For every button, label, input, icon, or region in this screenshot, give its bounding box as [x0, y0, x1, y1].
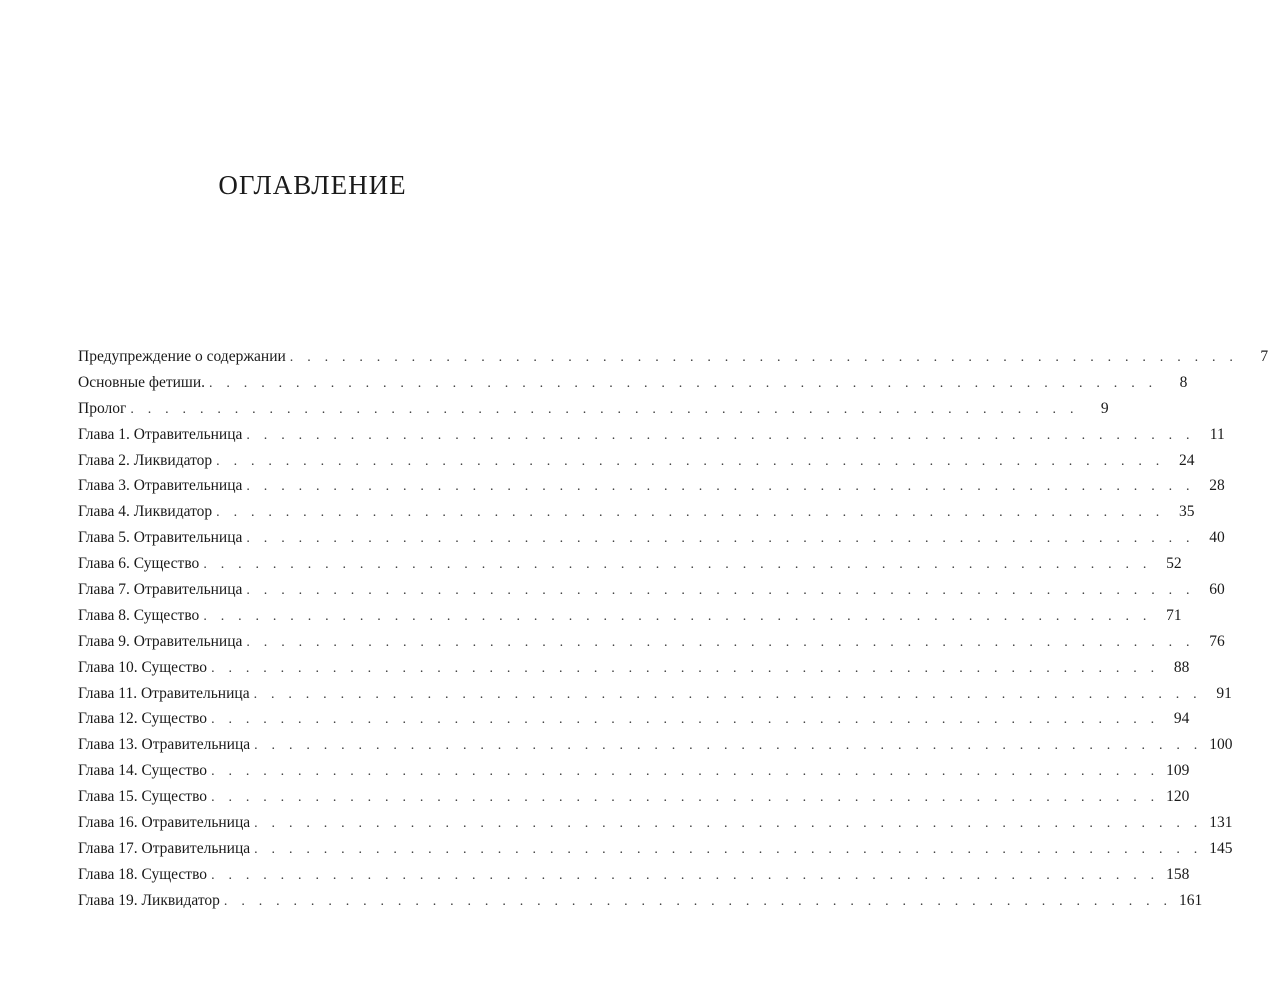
- toc-entry[interactable]: [78, 451, 1195, 478]
- dot-leader: . . . . . . . . . . . . . . . . . . . . . . . . . . . . . . . . . . . . . . . . . . . . . . . . . . . . . . .: [203, 557, 1152, 573]
- dot-leader: . . . . . . . . . . . . . . . . . . . . . . . . . . . . . . . . . . . . . . . . . . . . . . . . . . . . . . .: [254, 738, 1203, 754]
- toc-entry-page: 71: [1166, 606, 1182, 624]
- toc-entry-page: 120: [1166, 788, 1190, 806]
- toc-entry[interactable]: [78, 348, 1268, 374]
- toc-entry-page: 52: [1166, 555, 1182, 573]
- dot-leader: . . . . . . . . . . . . . . . . . . . . . . . . . . . . . . . . . . . . . . . . . . . . . . . . . . . . . . .: [130, 401, 1079, 417]
- toc-entry-page: 145: [1209, 839, 1233, 857]
- dot-leader: . . . . . . . . . . . . . . . . . . . . . . . . . . . . . . . . . . . . . . . . . . . . . . . . . . . . . . .: [246, 634, 1195, 650]
- toc-entry[interactable]: [78, 503, 1195, 529]
- dot-leader: . . . . . . . . . . . . . . . . . . . . . . . . . . . . . . . . . . . . . . . . . . . . . . . . . . . . . . .: [246, 583, 1195, 599]
- toc-entry[interactable]: [78, 632, 1225, 659]
- dot-leader: . . . . . . . . . . . . . . . . . . . . . . . . . . . . . . . . . . . . . . . . . . . . . . . . . . . . . . .: [211, 764, 1160, 780]
- toc-entry-page: 35: [1178, 503, 1195, 521]
- toc-entry-label: Основные фетиши.: [78, 373, 205, 391]
- dot-leader: . . . . . . . . . . . . . . . . . . . . . . . . . . . . . . . . . . . . . . . . . . . . . . . . . . . . . . .: [254, 816, 1203, 832]
- toc-entry-page: 24: [1178, 451, 1195, 469]
- toc-entry-label: Глава 11. Отравительница: [78, 684, 250, 702]
- toc-entry[interactable]: [78, 762, 1190, 788]
- dot-leader: . . . . . . . . . . . . . . . . . . . . . . . . . . . . . . . . . . . . . . . . . . . . . . . . . . . . . . .: [216, 453, 1165, 469]
- dot-leader: . . . . . . . . . . . . . . . . . . . . . . . . . . . . . . . . . . . . . . . . . . . . . . . . . . . . . . .: [203, 608, 1152, 624]
- dot-leader: . . . . . . . . . . . . . . . . . . . . . . . . . . . . . . . . . . . . . . . . . . . . . . . . . . . . . . .: [246, 479, 1195, 495]
- toc-entry[interactable]: [78, 684, 1232, 711]
- toc-entry-page: 100: [1209, 736, 1233, 754]
- dot-leader: . . . . . . . . . . . . . . . . . . . . . . . . . . . . . . . . . . . . . . . . . . . . . . . . . . . . . . .: [289, 350, 1239, 365]
- toc-entry-label: Глава 16. Отравительница: [78, 814, 251, 832]
- dot-leader: . . . . . . . . . . . . . . . . . . . . . . . . . . . . . . . . . . . . . . . . . . . . . . . . . . . . . . .: [216, 505, 1165, 521]
- dot-leader: . . . . . . . . . . . . . . . . . . . . . . . . . . . . . . . . . . . . . . . . . . . . . . . . . . . . . . .: [254, 841, 1203, 857]
- toc-entry-label: Глава 1. Отравительница: [78, 425, 243, 443]
- dot-leader: . . . . . . . . . . . . . . . . . . . . . . . . . . . . . . . . . . . . . . . . . . . . . . . . . . . . . . .: [211, 867, 1160, 883]
- toc-entry-label: Глава 13. Отравительница: [78, 736, 251, 754]
- toc-entry[interactable]: [78, 891, 1203, 918]
- toc-entry-page: 8: [1179, 373, 1188, 391]
- toc-entry-page: 161: [1178, 891, 1203, 909]
- toc-entry-page: 109: [1166, 762, 1190, 780]
- toc-entry[interactable]: [78, 606, 1182, 633]
- toc-entry[interactable]: [78, 399, 1109, 426]
- toc-entry-page: 40: [1209, 529, 1225, 547]
- toc-entry[interactable]: [78, 425, 1225, 452]
- page-title: ОГЛАВЛЕНИЕ: [218, 170, 407, 200]
- toc-entry[interactable]: [78, 373, 1188, 400]
- toc-entry-label: Глава 4. Ликвидатор: [78, 503, 213, 521]
- dot-leader: . . . . . . . . . . . . . . . . . . . . . . . . . . . . . . . . . . . . . . . . . . . . . . . . . . . . . . .: [246, 427, 1195, 443]
- toc-entry-label: Глава 14. Существо: [78, 762, 208, 780]
- toc-entry[interactable]: [78, 555, 1182, 581]
- toc-entry-label: Глава 10. Существо: [78, 658, 208, 676]
- dot-leader: . . . . . . . . . . . . . . . . . . . . . . . . . . . . . . . . . . . . . . . . . . . . . . . . . . . . . . .: [223, 893, 1173, 909]
- toc-entry-label: Глава 18. Существо: [78, 865, 208, 883]
- toc-entry-page: 158: [1166, 865, 1190, 883]
- toc-entry[interactable]: [78, 865, 1190, 892]
- toc-entry[interactable]: [78, 736, 1233, 762]
- table-of-contents: [78, 348, 1268, 918]
- toc-entry-label: Глава 7. Отравительница: [78, 581, 243, 599]
- toc-entry-label: Глава 12. Существо: [78, 710, 208, 728]
- toc-entry-page: 11: [1209, 425, 1225, 443]
- toc-entry[interactable]: [78, 814, 1233, 840]
- toc-entry[interactable]: [78, 581, 1225, 607]
- toc-entry-page: 131: [1209, 814, 1233, 832]
- toc-entry[interactable]: [78, 529, 1225, 555]
- toc-entry[interactable]: [78, 477, 1225, 503]
- dot-leader: . . . . . . . . . . . . . . . . . . . . . . . . . . . . . . . . . . . . . . . . . . . . . . . . . . . . . . .: [211, 712, 1160, 728]
- toc-entry-label: Предупреждение о содержании: [78, 348, 286, 365]
- toc-entry-page: 88: [1173, 658, 1190, 676]
- toc-entry-label: Пролог: [78, 399, 127, 417]
- toc-entry[interactable]: [78, 788, 1190, 814]
- dot-leader: . . . . . . . . . . . . . . . . . . . . . . . . . . . . . . . . . . . . . . . . . . . . . . . . . . . . . . .: [211, 660, 1160, 676]
- toc-entry-page: 76: [1209, 632, 1225, 650]
- dot-leader: . . . . . . . . . . . . . . . . . . . . . . . . . . . . . . . . . . . . . . . . . . . . . . . . . . . . . . .: [211, 790, 1160, 806]
- toc-entry-page: 9: [1100, 399, 1109, 417]
- dot-leader: . . . . . . . . . . . . . . . . . . . . . . . . . . . . . . . . . . . . . . . . . . . . . . . . . . . . . . .: [209, 375, 1158, 391]
- toc-entry-label: Глава 9. Отравительница: [78, 632, 243, 650]
- toc-entry-page: 28: [1209, 477, 1225, 495]
- toc-entry-label: Глава 6. Существо: [78, 555, 200, 573]
- toc-entry-label: Глава 8. Существо: [78, 606, 200, 624]
- toc-entry-label: Глава 2. Ликвидатор: [78, 451, 213, 469]
- toc-entry-page: 91: [1216, 684, 1232, 702]
- toc-entry-label: Глава 5. Отравительница: [78, 529, 243, 547]
- toc-entry-page: 7: [1260, 348, 1268, 365]
- toc-entry-label: Глава 3. Отравительница: [78, 477, 243, 495]
- toc-entry-label: Глава 15. Существо: [78, 788, 208, 806]
- toc-entry-page: 94: [1173, 710, 1190, 728]
- dot-leader: . . . . . . . . . . . . . . . . . . . . . . . . . . . . . . . . . . . . . . . . . . . . . . . . . . . . . . .: [253, 686, 1202, 702]
- toc-entry-page: 60: [1209, 581, 1225, 599]
- dot-leader: . . . . . . . . . . . . . . . . . . . . . . . . . . . . . . . . . . . . . . . . . . . . . . . . . . . . . . .: [246, 531, 1195, 547]
- toc-entry[interactable]: [78, 839, 1233, 866]
- toc-entry-label: Глава 17. Отравительница: [78, 839, 251, 857]
- toc-entry[interactable]: [78, 710, 1190, 736]
- toc-entry-label: Глава 19. Ликвидатор: [78, 891, 220, 909]
- toc-entry[interactable]: [78, 658, 1190, 685]
